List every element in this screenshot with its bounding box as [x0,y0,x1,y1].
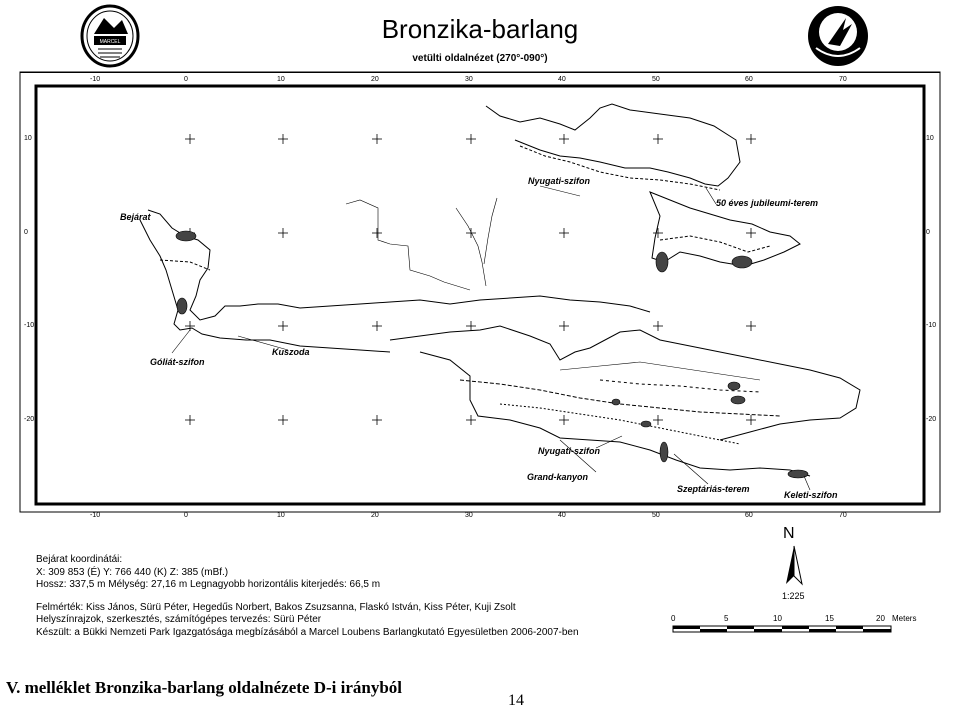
page-caption: V. melléklet Bronzika-barlang oldalnézete D-i irányból [6,678,403,697]
x-tick-top-3: 20 [371,76,379,83]
svg-text:MARCEL: MARCEL [99,39,121,45]
surveyors-text: Felmérték: Kiss János, Sürü Péter, Hegedűs Norbert, Bakos Zsuzsanna, Flaskó István, Kiss Péter, Kuji Zsolt [36,601,516,613]
scale-unit: Meters [892,614,917,623]
label-bejarat: Bejárat [120,212,151,222]
x-tick-top-7: 60 [745,76,753,83]
label-grand-kanyon: Grand-kanyon [527,472,589,482]
coords-text: X: 309 853 (É) Y: 766 440 (K) Z: 385 (mBf.) [36,566,229,578]
scale-ratio: 1:225 [782,591,805,601]
x-tick-bottom-1: 0 [184,512,188,519]
survey-info [36,554,579,639]
drawing-credit: Helyszínrajzok, szerkesztés, számítógépes tervezés: Sürü Péter [36,614,322,625]
label-szeptarias-terem: Szeptáriás-terem [677,484,750,494]
x-tick-bottom-6: 50 [652,512,660,519]
x-tick-bottom-5: 40 [558,512,566,519]
x-tick-bottom-3: 20 [371,512,379,519]
scale-label-10: 10 [773,614,782,623]
x-tick-top-6: 50 [652,76,660,83]
x-tick-bottom-2: 10 [277,512,285,519]
scale-label-0: 0 [671,614,676,623]
coords-title: Bejárat koordinátái: [36,554,123,565]
north-label: N [783,525,795,542]
made-credit: Készült: a Bükki Nemzeti Park Igazgatósága megbízásából a Marcel Loubens Barlangkutató Egyesületben 2006-2007-ben [36,626,579,638]
label-goliat-szifon: Góliát-szifon [150,357,205,367]
label-keleti-szifon: Keleti-szifon [784,490,838,500]
label-nyugati-szifon-upper: Nyugati-szifon [528,176,590,186]
y-tick-right-0: 10 [926,135,934,142]
x-tick-bottom-4: 30 [465,512,473,519]
x-tick-top-2: 10 [277,76,285,83]
page-number: 14 [508,692,524,709]
y-tick-right-3: -20 [926,416,937,423]
scale-label-5: 5 [724,614,729,623]
x-tick-bottom-7: 60 [745,512,753,519]
scale-label-20: 20 [876,614,885,623]
y-tick-left-0: 10 [24,135,32,142]
stats-text: Hossz: 337,5 m Mélység: 27,16 m Legnagyobb horizontális kiterjedés: 66,5 m [36,579,381,590]
y-tick-left-3: -20 [24,416,35,423]
x-tick-bottom-0: -10 [90,512,101,519]
y-tick-left-1: 0 [24,229,28,236]
x-tick-top-8: 70 [839,76,847,83]
label-nyugati-szifon-lower: Nyugati-szifon [538,446,600,456]
y-tick-right-1: 0 [926,229,930,236]
y-tick-left-2: -10 [24,322,35,329]
x-tick-bottom-8: 70 [839,512,847,519]
x-tick-top-1: 0 [184,76,188,83]
scale-label-15: 15 [825,614,834,623]
x-tick-top-4: 30 [465,76,473,83]
map-title: Bronzika-barlang [381,14,579,44]
map-subtitle: vetülti oldalnézet (270°-090°) [412,53,548,64]
label-jubileumi-terem: 50 éves jubileumi-terem [716,198,819,208]
x-tick-top-0: -10 [90,76,101,83]
y-tick-right-2: -10 [926,322,937,329]
x-tick-top-5: 40 [558,76,566,83]
label-kuszoda: Kuszoda [272,347,310,357]
